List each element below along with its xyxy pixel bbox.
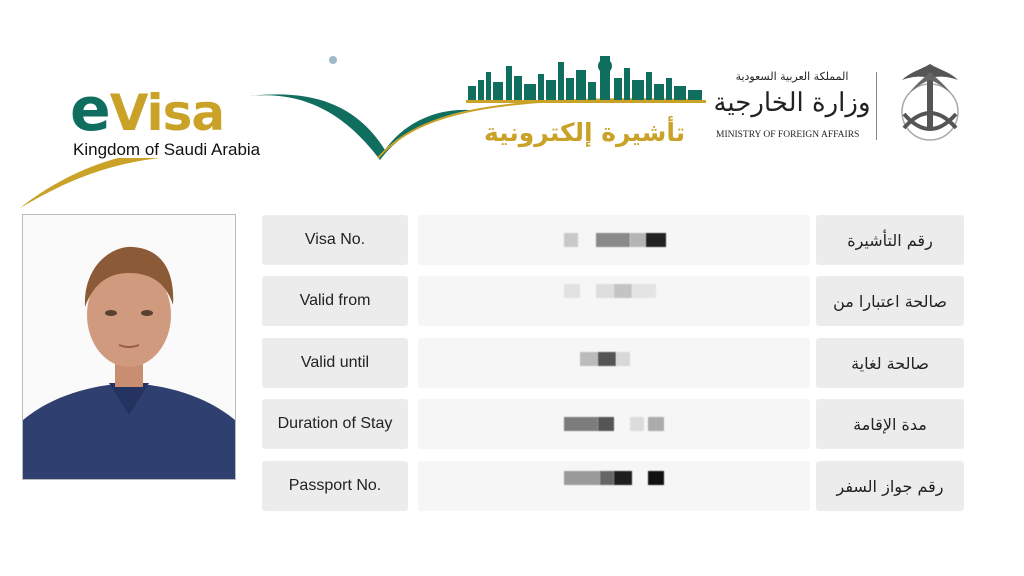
valid-until-value — [418, 338, 810, 388]
evisa-header — [0, 0, 1024, 210]
redacted-block — [648, 417, 664, 431]
visa-number-value — [418, 215, 810, 265]
valid-from-value — [418, 276, 810, 326]
redacted-block — [596, 233, 630, 247]
redacted-block — [648, 471, 664, 485]
duration-row — [262, 399, 964, 449]
redacted-block — [614, 284, 632, 298]
valid-until-label: Valid until — [262, 338, 408, 388]
ministry-english-text: MINISTRY OF FOREIGN AFFAIRS — [716, 130, 860, 140]
saudi-emblem-icon — [890, 58, 970, 142]
evisa-logo — [70, 75, 225, 145]
duration-label: Duration of Stay — [262, 399, 408, 449]
visa-number-row — [262, 215, 964, 265]
redacted-block — [564, 417, 598, 431]
logo-e: e — [70, 75, 110, 145]
redacted-block — [598, 352, 616, 366]
redacted-block — [564, 233, 578, 247]
redacted-block — [598, 417, 614, 431]
skyline-icon — [466, 52, 706, 104]
redacted-block — [600, 471, 614, 485]
passport-number-label: Passport No. — [262, 461, 408, 511]
ministry-arabic-text: وزارة الخارجية — [713, 88, 871, 118]
valid-until-row — [262, 338, 964, 388]
valid-from-row — [262, 276, 964, 326]
valid-from-label-ar: صالحة اعتبارا من — [816, 276, 964, 326]
passport-number-value — [418, 461, 810, 511]
logo-subtitle: Kingdom of Saudi Arabia — [73, 140, 261, 159]
redacted-block — [632, 284, 656, 298]
redacted-block — [564, 284, 580, 298]
valid-from-label: Valid from — [262, 276, 408, 326]
applicant-photo — [22, 214, 236, 480]
visa-number-label-ar: رقم التأشيرة — [816, 215, 964, 265]
passport-number-row — [262, 461, 964, 511]
passport-number-label-ar: رقم جواز السفر — [816, 461, 964, 511]
redacted-block — [646, 233, 666, 247]
duration-label-ar: مدة الإقامة — [816, 399, 964, 449]
valid-until-label-ar: صالحة لغاية — [816, 338, 964, 388]
redacted-block — [630, 417, 644, 431]
duration-value — [418, 399, 810, 449]
redacted-block — [630, 233, 646, 247]
visa-number-label: Visa No. — [262, 215, 408, 265]
redacted-block — [564, 471, 600, 485]
header-divider — [876, 72, 877, 140]
logo-visa: Visa — [109, 84, 225, 142]
redacted-block — [616, 352, 630, 366]
evisa-arabic-title: تأشيرة إلكترونية — [484, 118, 686, 147]
kingdom-arabic-text: المملكة العربية السعودية — [735, 70, 849, 83]
redacted-block — [580, 352, 598, 366]
redacted-block — [614, 471, 632, 485]
person-portrait-icon — [23, 215, 235, 479]
redacted-block — [596, 284, 614, 298]
